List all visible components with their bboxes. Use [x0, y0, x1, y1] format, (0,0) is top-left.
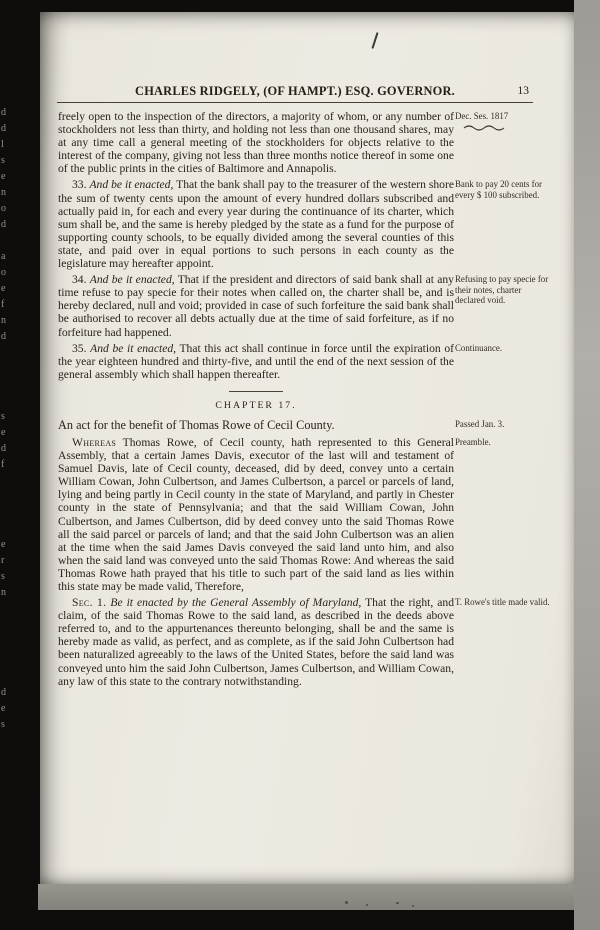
edge-text-fragment: a — [1, 251, 6, 262]
edge-text-fragment: l — [1, 139, 4, 150]
section-text: That this act shall continue in force until the expiration of the year eighteen hundred and thirty-five, and until the end of the next session of the general assembly which shall happen thereafter. — [58, 341, 454, 381]
scan-speck — [396, 902, 399, 904]
page-body — [58, 110, 550, 688]
edge-text-fragment: d — [1, 123, 6, 134]
edge-text-fragment: s — [1, 571, 5, 582]
edge-text-fragment: e — [1, 427, 6, 438]
section-number: 35. — [72, 341, 87, 355]
edge-text-fragment: d — [1, 331, 6, 342]
running-header — [57, 84, 533, 99]
section-number: Sec. 1. — [72, 596, 107, 610]
section-34 — [58, 273, 549, 339]
edge-text-fragment: n — [1, 315, 6, 326]
enacting-clause: Be it enacted by the General Assembly of Maryland, — [110, 596, 362, 610]
margin-note-passed-date: Passed Jan. 3. — [455, 418, 505, 429]
section-number: 33. — [72, 178, 87, 192]
chapter-separator-rule — [229, 391, 283, 392]
margin-note-preamble: Preamble. — [455, 436, 491, 447]
margin-note-bank-pay: Bank to pay 20 cents for every $ 100 subscribed. — [455, 179, 543, 200]
section-1-paragraph — [58, 596, 550, 688]
edge-text-fragment: n — [1, 187, 6, 198]
page-title: CHARLES RIDGELY, (OF HAMPT.) ESQ. GOVERNOR. — [135, 84, 455, 98]
edge-text-fragment: e — [1, 703, 6, 714]
edge-text-fragment: d — [1, 107, 6, 118]
paragraph-text: freely open to the inspection of the directors, a majority of whom, or any number of stockholders not less than thirty, and holding not less than one thousand shares, may at any time call a general meeting of the stockholders for objects relative to the interest of the company, giving not less than three months notice thereof in some one of the public prints in the cities of Baltimore and Annapolis. — [58, 110, 454, 176]
page-number: 13 — [517, 85, 529, 97]
edge-text-fragment: o — [1, 267, 6, 278]
enacting-clause: And be it enacted, — [90, 341, 177, 355]
edge-text-fragment: o — [1, 203, 6, 214]
scan-speck — [366, 904, 368, 906]
edge-text-fragment: d — [1, 219, 6, 230]
document-page — [40, 12, 574, 884]
header-rule — [57, 102, 533, 103]
edge-text-fragment: e — [1, 171, 6, 182]
edge-text-fragment: d — [1, 443, 6, 454]
preamble-text: Thomas Rowe, of Cecil county, hath represented to this General Assembly, that a certain James Davis, executor of the last will and testament of Samuel Davis, late of Cecil county, deceased, did by deed, convey unto a certain William Cowan, John Culbertson, and James Culbertson, a parcel or parcels of land, lying and being partly in Cecil county in the state of Maryland, and partly in Chester county in the state of Pennsylvania; and that the said William Cowan, John Culbertson, and James Culbertson, did by deed convey unto the said Thomas Rowe all the said parcel or parcels of land; and that the said John Culbertson was an alien at the time when the said James Davis conveyed the said land unto him, and also when the said land was conveyed unto the said Thomas Rowe: And whereas the said Thomas Rowe hath prayed that his title to such part of the said land as lies within this state may be made valid, Therefore, — [58, 435, 454, 593]
margin-note-continuance: Continuance. — [455, 342, 503, 353]
section-33 — [58, 178, 543, 271]
scan-right-gray-band — [574, 0, 600, 930]
margin-note-title-valid: T. Rowe's title made valid. — [455, 597, 550, 608]
whereas-lead: Whereas — [72, 435, 117, 449]
scan-speck — [345, 901, 348, 904]
edge-text-fragment: e — [1, 283, 6, 294]
edge-text-fragment: f — [1, 459, 5, 470]
enacting-clause: And be it enacted, — [89, 178, 174, 192]
enacting-clause: And be it enacted, — [89, 273, 175, 287]
margin-note-refusing-specie: Refusing to pay specie for their notes, charter declared void. — [455, 274, 549, 306]
section-number: 34. — [72, 273, 87, 287]
act-title — [58, 417, 505, 432]
edge-text-fragment: s — [1, 411, 5, 422]
section-text: That the bank shall pay to the treasurer of the western shore the sum of twenty cents upon the amount of every hundred dollars subscribed and actually paid in, for each and every year during the continuance of its charter, which sum shall be, and the same is hereby pledged by the state as a fund for the purpose of supporting county schools, to be equally divided among the several counties of this state, and paid over in equal portions to such persons in each county as the legislature may hereafter appoint. — [58, 178, 454, 271]
scan-speck — [412, 905, 414, 907]
section-text: That the right, and claim, of the said Thomas Rowe to the said land, as described in the deeds above referred to, and to the appurtenances thereunto belonging, shall be and the same is hereby made as valid, as perfect, and as complete, as if the said John Culbertson had been naturalized agreeably to the laws of the United States, before the said land was conveyed unto him the said John Culbertson, James Culbertson, and William Cowan, any law of this state to the contrary notwithstanding. — [58, 596, 454, 688]
ink-mark — [371, 32, 378, 49]
edge-text-fragment: f — [1, 299, 5, 310]
flourish-squiggle-icon — [463, 124, 507, 132]
act-title-text: An act for the benefit of Thomas Rowe of Cecil County. — [58, 417, 335, 432]
edge-text-fragment: r — [1, 555, 5, 566]
section-text: That if the president and directors of said bank shall at any time refuse to pay specie for their notes when called on, the charter shall be, and is hereby declared, null and void; provided in case of such forfeiture the said bank shall be authorised to recover all debts actually due at the time of said forfeiture, as if no forfeiture had happened. — [58, 273, 454, 339]
edge-text-fragment: d — [1, 687, 6, 698]
edge-text-fragment: n — [1, 587, 6, 598]
edge-text-fragment: s — [1, 719, 5, 730]
preamble-paragraph — [58, 435, 491, 593]
chapter-heading: CHAPTER 17. — [215, 399, 297, 411]
edge-text-fragment: s — [1, 155, 5, 166]
margin-note-text: Dec. Ses. 1817 — [455, 111, 509, 121]
edge-text-fragment: e — [1, 539, 6, 550]
paragraph-continuation — [58, 110, 509, 176]
margin-note-session-date — [455, 111, 551, 132]
section-35 — [58, 341, 503, 381]
scan-bottom-gray-band — [38, 884, 574, 910]
